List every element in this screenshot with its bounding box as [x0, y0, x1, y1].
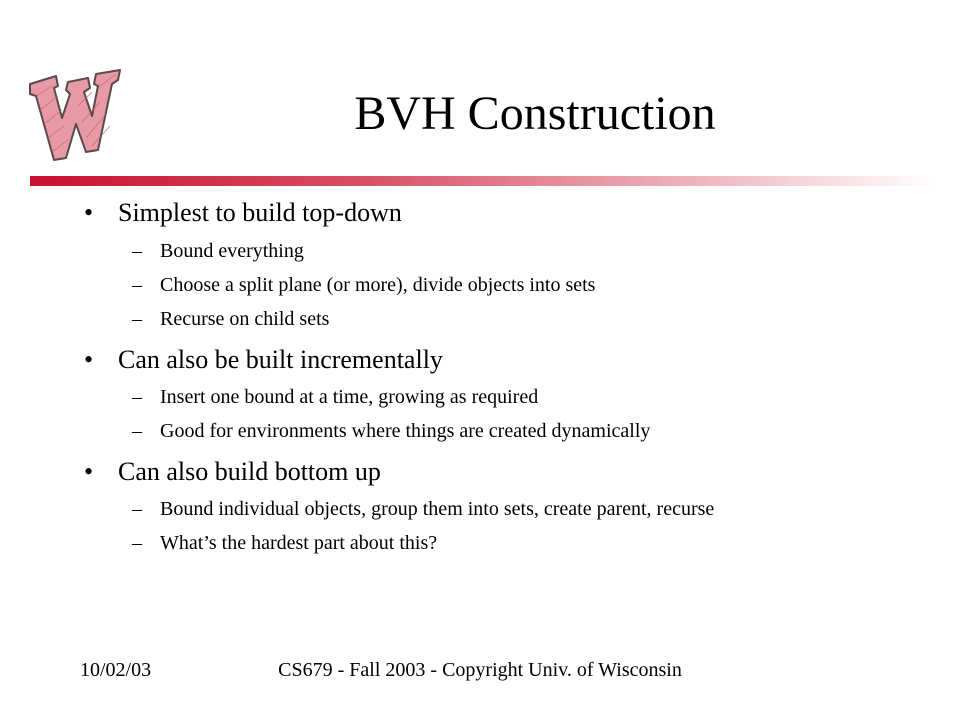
footer-copyright: CS679 - Fall 2003 - Copyright Univ. of Wisconsin — [278, 659, 682, 681]
bullet-item — [80, 343, 900, 377]
dash-marker: – — [132, 274, 142, 296]
dash-marker: – — [132, 498, 142, 520]
sub-text: Good for environments where things are created dynamically — [160, 420, 651, 442]
bullet-marker: • — [84, 345, 94, 374]
sub-text: Recurse on child sets — [160, 308, 330, 330]
sub-text: Bound individual objects, group them into sets, create parent, recurse — [160, 498, 715, 520]
sub-item — [80, 273, 900, 297]
wisconsin-w-logo — [22, 66, 126, 166]
slide-title: BVH Construction — [354, 87, 716, 140]
sub-item — [80, 385, 900, 409]
sub-item — [80, 307, 900, 331]
bullet-marker: • — [84, 198, 94, 227]
bullet-text: Simplest to build top-down — [118, 198, 402, 227]
sub-text: Choose a split plane (or more), divide objects into sets — [160, 274, 596, 296]
bullet-marker: • — [84, 457, 94, 486]
sub-item — [80, 497, 860, 521]
dash-marker: – — [132, 420, 142, 442]
slide-body — [80, 196, 900, 555]
dash-marker: – — [132, 386, 142, 408]
dash-marker: – — [132, 532, 142, 554]
sub-text: Insert one bound at a time, growing as required — [160, 386, 539, 408]
dash-marker: – — [132, 240, 142, 262]
bullet-text: Can also build bottom up — [118, 457, 381, 486]
bullet-item — [80, 196, 900, 230]
sub-item — [80, 531, 900, 555]
bullet-text: Can also be built incrementally — [118, 345, 443, 374]
sub-item — [80, 239, 900, 263]
sub-text: What’s the hardest part about this? — [160, 532, 438, 554]
dash-marker: – — [132, 308, 142, 330]
footer-date: 10/02/03 — [80, 659, 152, 681]
sub-item — [80, 419, 900, 443]
bullet-item — [80, 455, 900, 489]
title-divider-rule — [30, 176, 940, 186]
sub-text: Bound everything — [160, 240, 304, 262]
